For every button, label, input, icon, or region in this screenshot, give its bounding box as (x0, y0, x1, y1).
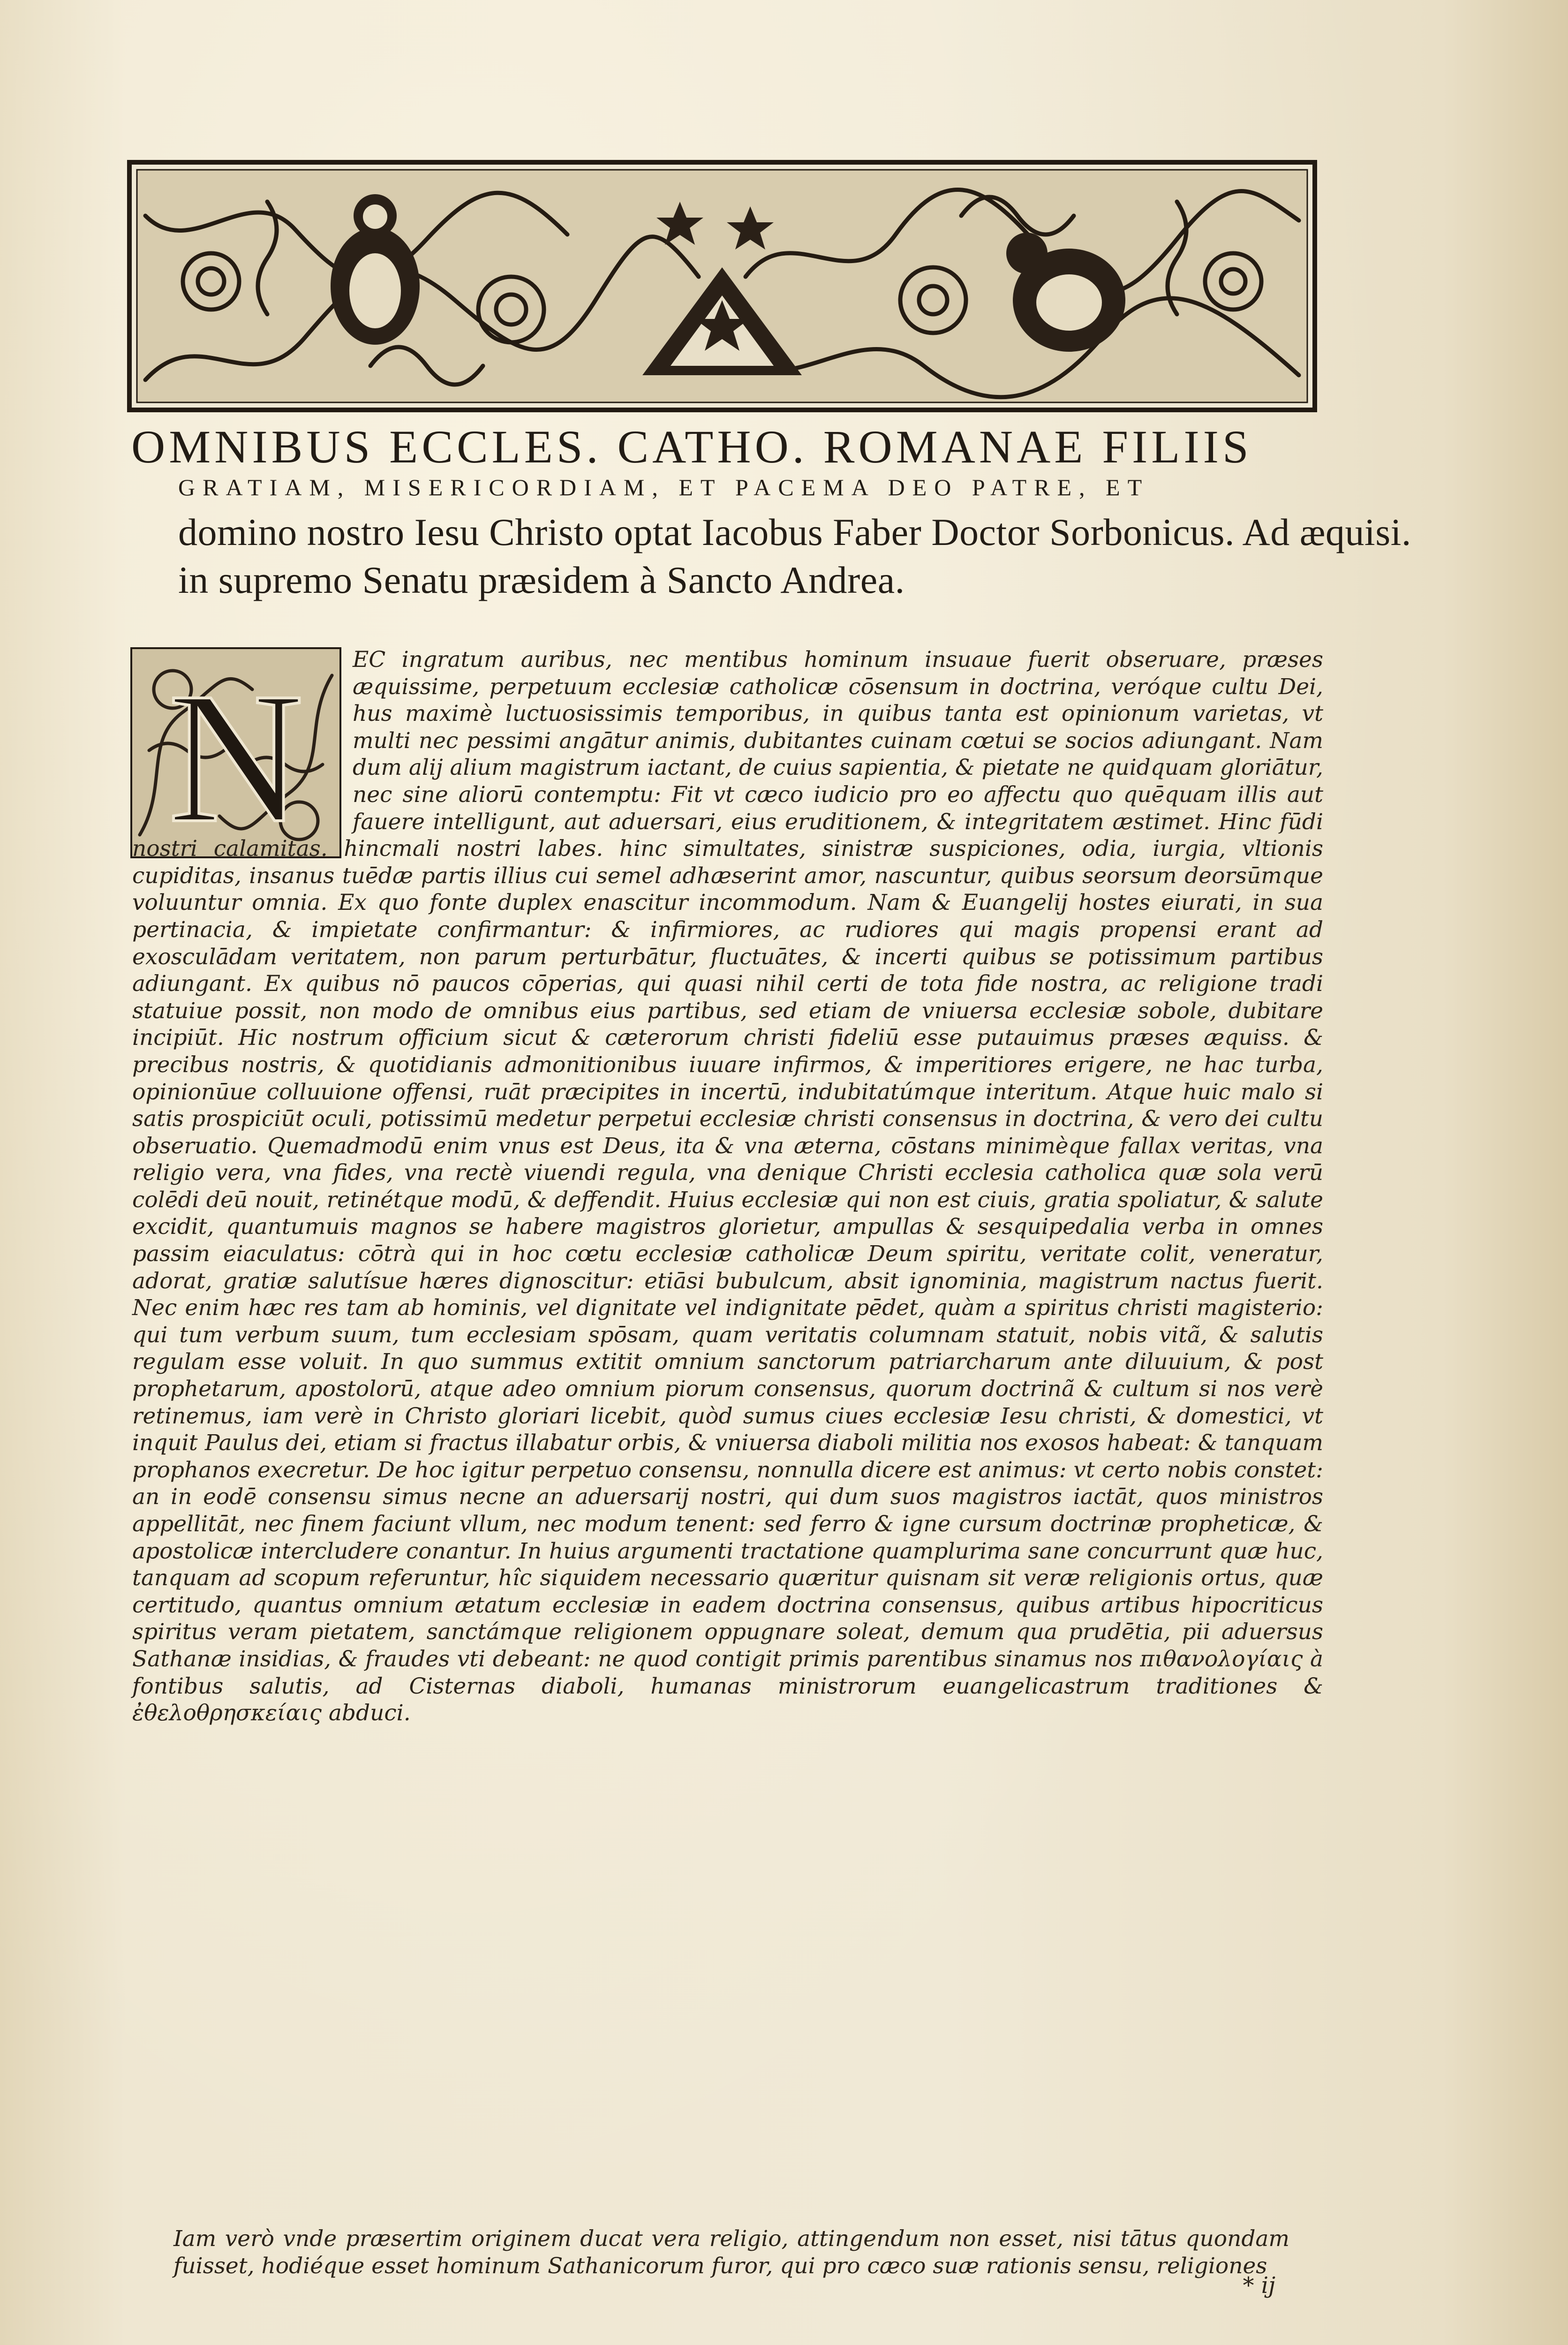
greeting-line: GRATIAM, MISERICORDIAM, ET PACEMA DEO PATRE, ET (178, 474, 1150, 500)
closing-paragraph: Iam verò vnde præsertim originem ducat vera religio, attingendum non esset, nisi tātus quondam fuisset, hodiéque esset hominum Sathanicorum furor, qui pro cæco suæ rationis sensu, religiones (173, 2226, 1289, 2279)
initial-letter: N (168, 654, 304, 858)
author-line: domino nostro Iesu Christo optat Iacobus Faber Doctor Sorbonicus. Ad æquisi. (178, 511, 1411, 553)
addressee-line: in supremo Senatu præsidem à Sancto Andrea. (178, 559, 905, 601)
dedication-heading: OMNIBUS ECCLES. CATHO. ROMANAE FILIIS (131, 421, 1252, 473)
letter-body: EC ingratum auribus, nec mentibus hominum insuaue fuerit obseruare, præses æquissime, perpetuum ecclesiæ catholicæ cōsensum in doctrina, veróque cultu Dei, hus maximè luctuosissimis temporibus, in quibus tanta est opinionum varietas, vt multi nec pessimi angātur animis, dubitantes cuinam cœtui se socios adiungant. Nam dum alij alium magistrum iactant, de cuius sapientia, & pietate ne quidquam gloriātur, nec sine aliorū contemptu: Fit vt cæco iudicio pro eo affectu quo quēquam illis aut fauere intelligunt, aut aduersari, eius eruditionem, & integritatem æstimet. Hinc fūdi nostri calamitas. hincmali nostri labes. hinc simultates, sinistræ suspiciones, odia, iurgia, vltionis cupiditas, insanus tuēdæ partis illius cui semel adhæserint amor, nascuntur, quibus seorsum deorsūmque voluuntur omnia. Ex quo fonte duplex enascitur incommodum. Nam & Euangelij hostes eiurati, in sua pertinacia, & impietate confirmantur: & infirmiores, ac rudiores qui magis propensi erant ad exosculādam veritatem, non parum perturbātur, fluctuātes, & incerti quibus se potissimum partibus adiungant. Ex quibus nō paucos cōperias, qui quasi nihil certi de tota fide nostra, ac religione tradi statuiue possit, non modo de omnibus eius partibus, sed etiam de vniuersa ecclesiæ sobole, dubitare incipiūt. Hic nostrum officium sicut & cæterorum christi fideliū esse putauimus præses æquiss. & precibus nostris, & quotidianis admonitionibus iuuare infirmos, & imperitiores erigere, ne hac turba, opinionūue colluuione offensi, ruāt præcipites in incertū, indubitatúmque interitum. Atque huic malo si satis prospiciūt oculi, potissimū medetur perpetui ecclesiæ christi consensus in doctrina, & vero dei cultu obseruatio. Quemadmodū enim vnus est Deus, ita & vna æterna, cōstans minimèque fallax veritas, vna religio vera, vna fides, vna rectè viuendi regula, vna denique Christi ecclesia catholica quæ sola verū colēdi deū nouit, retinétque modū, & deffendit. Huius ecclesiæ qui non est ciuis, gratia spoliatur, & salute excidit, quantumuis magnos se habere magistros glorietur, ampullas & sesquipedalia verba in omnes passim eiaculatus: cōtrà qui in hoc cœtu ecclesiæ catholicæ Deum spiritu, veritate colit, veneratur, adorat, gratiæ salutísue hæres dignoscitur: etiāsi bubulcum, absit ignominia, magistrum nactus fuerit. Nec enim hæc res tam ab hominis, vel dignitate vel indignitate pēdet, quàm a spiritus christi magisterio: qui tum verbum suum, tum ecclesiam spōsam, quam veritatis columnam statuit, nobis vitã, & salutis regulam esse voluit. In quo summus extitit omnium sanctorum patriarcharum ante diluuium, & post prophetarum, apostolorū, atque adeo omnium piorum consensus, quorum doctrinã & cultum si nos verè retinemus, iam verè in Christo gloriari licebit, quòd sumus ciues ecclesiæ Iesu christi, & domestici, vt inquit Paulus dei, etiam si fractus illabatur orbis, & vniuersa diaboli militia nos exosos habeat: & tanquam prophanos execretur. De hoc igitur perpetuo consensu, nonnulla dicere est animus: vt certo nobis constet: an in eodē consensu simus necne an aduersarij nostri, qui dum suos magistros iactāt, quos ministros appellitāt, nec finem faciunt vllum, nec modum tenent: sed ferro & igne cursum doctrinæ propheticæ, & apostolicæ intercludere conantur. In huius argumenti tractatione quamplurima sane concurrunt quæ huc, tanquam ad scopum referuntur, hîc siquidem necessario quæritur quisnam sit veræ religionis ortus, quæ certitudo, quantus omnium ætatum ecclesiæ in eadem doctrina consensus, quibus artibus hipocriticus spiritus veram pietatem, sanctámque religionem oppugnare soleat, demum qua prudētia, pii aduersus Sathanæ insidias, & fraudes vti debeant: ne quod contigit primis parentibus sinamus nos πιθανολογίαις à fontibus salutis, ad Cisternas diaboli, humanas ministrorum euangelicastrum traditiones & ἐθελοθρησκείαις abduci. (132, 647, 1323, 1726)
dedicatory-letter-text (132, 646, 1323, 1727)
ornamental-headpiece (127, 159, 1318, 413)
signature-mark: * ij (1243, 2272, 1275, 2299)
